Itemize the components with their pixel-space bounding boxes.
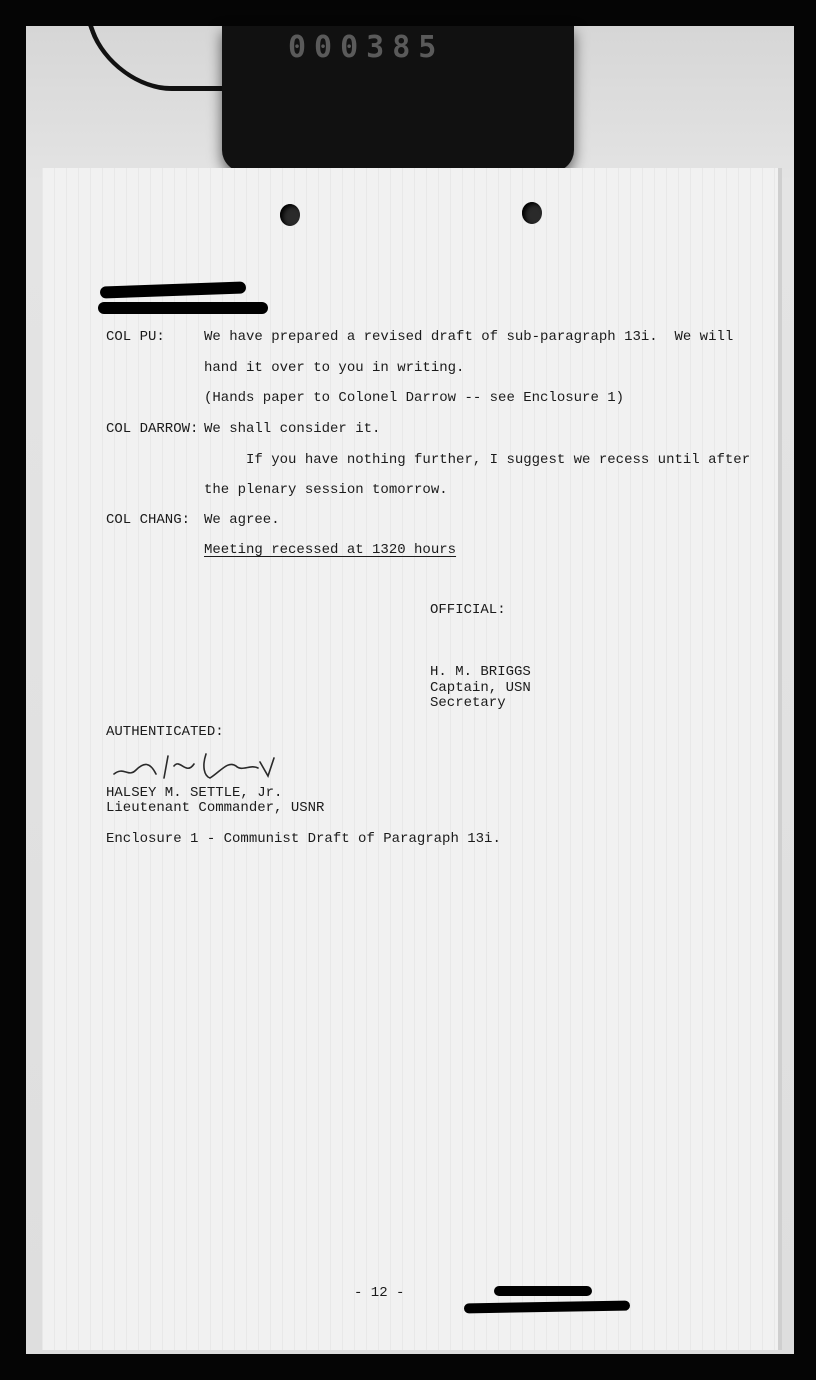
speaker-col-chang: COL CHANG: [106, 512, 191, 528]
redaction-bar-bottom-1 [494, 1286, 592, 1296]
transcript-line: If you have nothing further, I suggest we recess until after [204, 452, 751, 468]
frame-counter [222, 26, 574, 172]
transcript-line: We have prepared a revised draft of sub-paragraph 13i. We will [204, 329, 734, 345]
redaction-bar-top-2 [98, 302, 268, 314]
authenticated-label: AUTHENTICATED: [106, 724, 224, 740]
handwritten-signature [110, 748, 280, 784]
redaction-bar-top-1 [100, 281, 246, 298]
official-title: Secretary [430, 695, 506, 711]
meeting-recessed-line: Meeting recessed at 1320 hours [204, 542, 457, 558]
official-label: OFFICIAL: [430, 602, 506, 618]
redaction-bar-bottom-2 [464, 1301, 630, 1314]
transcript-line: (Hands paper to Colonel Darrow -- see Enclosure 1) [204, 390, 625, 406]
punch-hole-left [280, 204, 300, 226]
official-name: H. M. BRIGGS [430, 664, 531, 680]
counter-digits: 000385 [288, 30, 445, 65]
transcript-line: the plenary session tomorrow. [204, 482, 448, 498]
enclosure-note: Enclosure 1 - Communist Draft of Paragraph 13i. [106, 831, 501, 847]
authenticated-rank: Lieutenant Commander, USNR [106, 800, 325, 816]
transcript-line: We shall consider it. [204, 421, 381, 437]
speaker-col-pu: COL PU: [106, 329, 165, 345]
transcript-line: hand it over to you in writing. [204, 360, 465, 376]
speaker-col-darrow: COL DARROW: [106, 421, 199, 437]
authenticated-name: HALSEY M. SETTLE, Jr. [106, 785, 283, 801]
punch-hole-right [522, 202, 542, 224]
page-number: - 12 - [354, 1285, 405, 1301]
transcript-line: We agree. [204, 512, 280, 528]
official-rank: Captain, USN [430, 680, 531, 696]
